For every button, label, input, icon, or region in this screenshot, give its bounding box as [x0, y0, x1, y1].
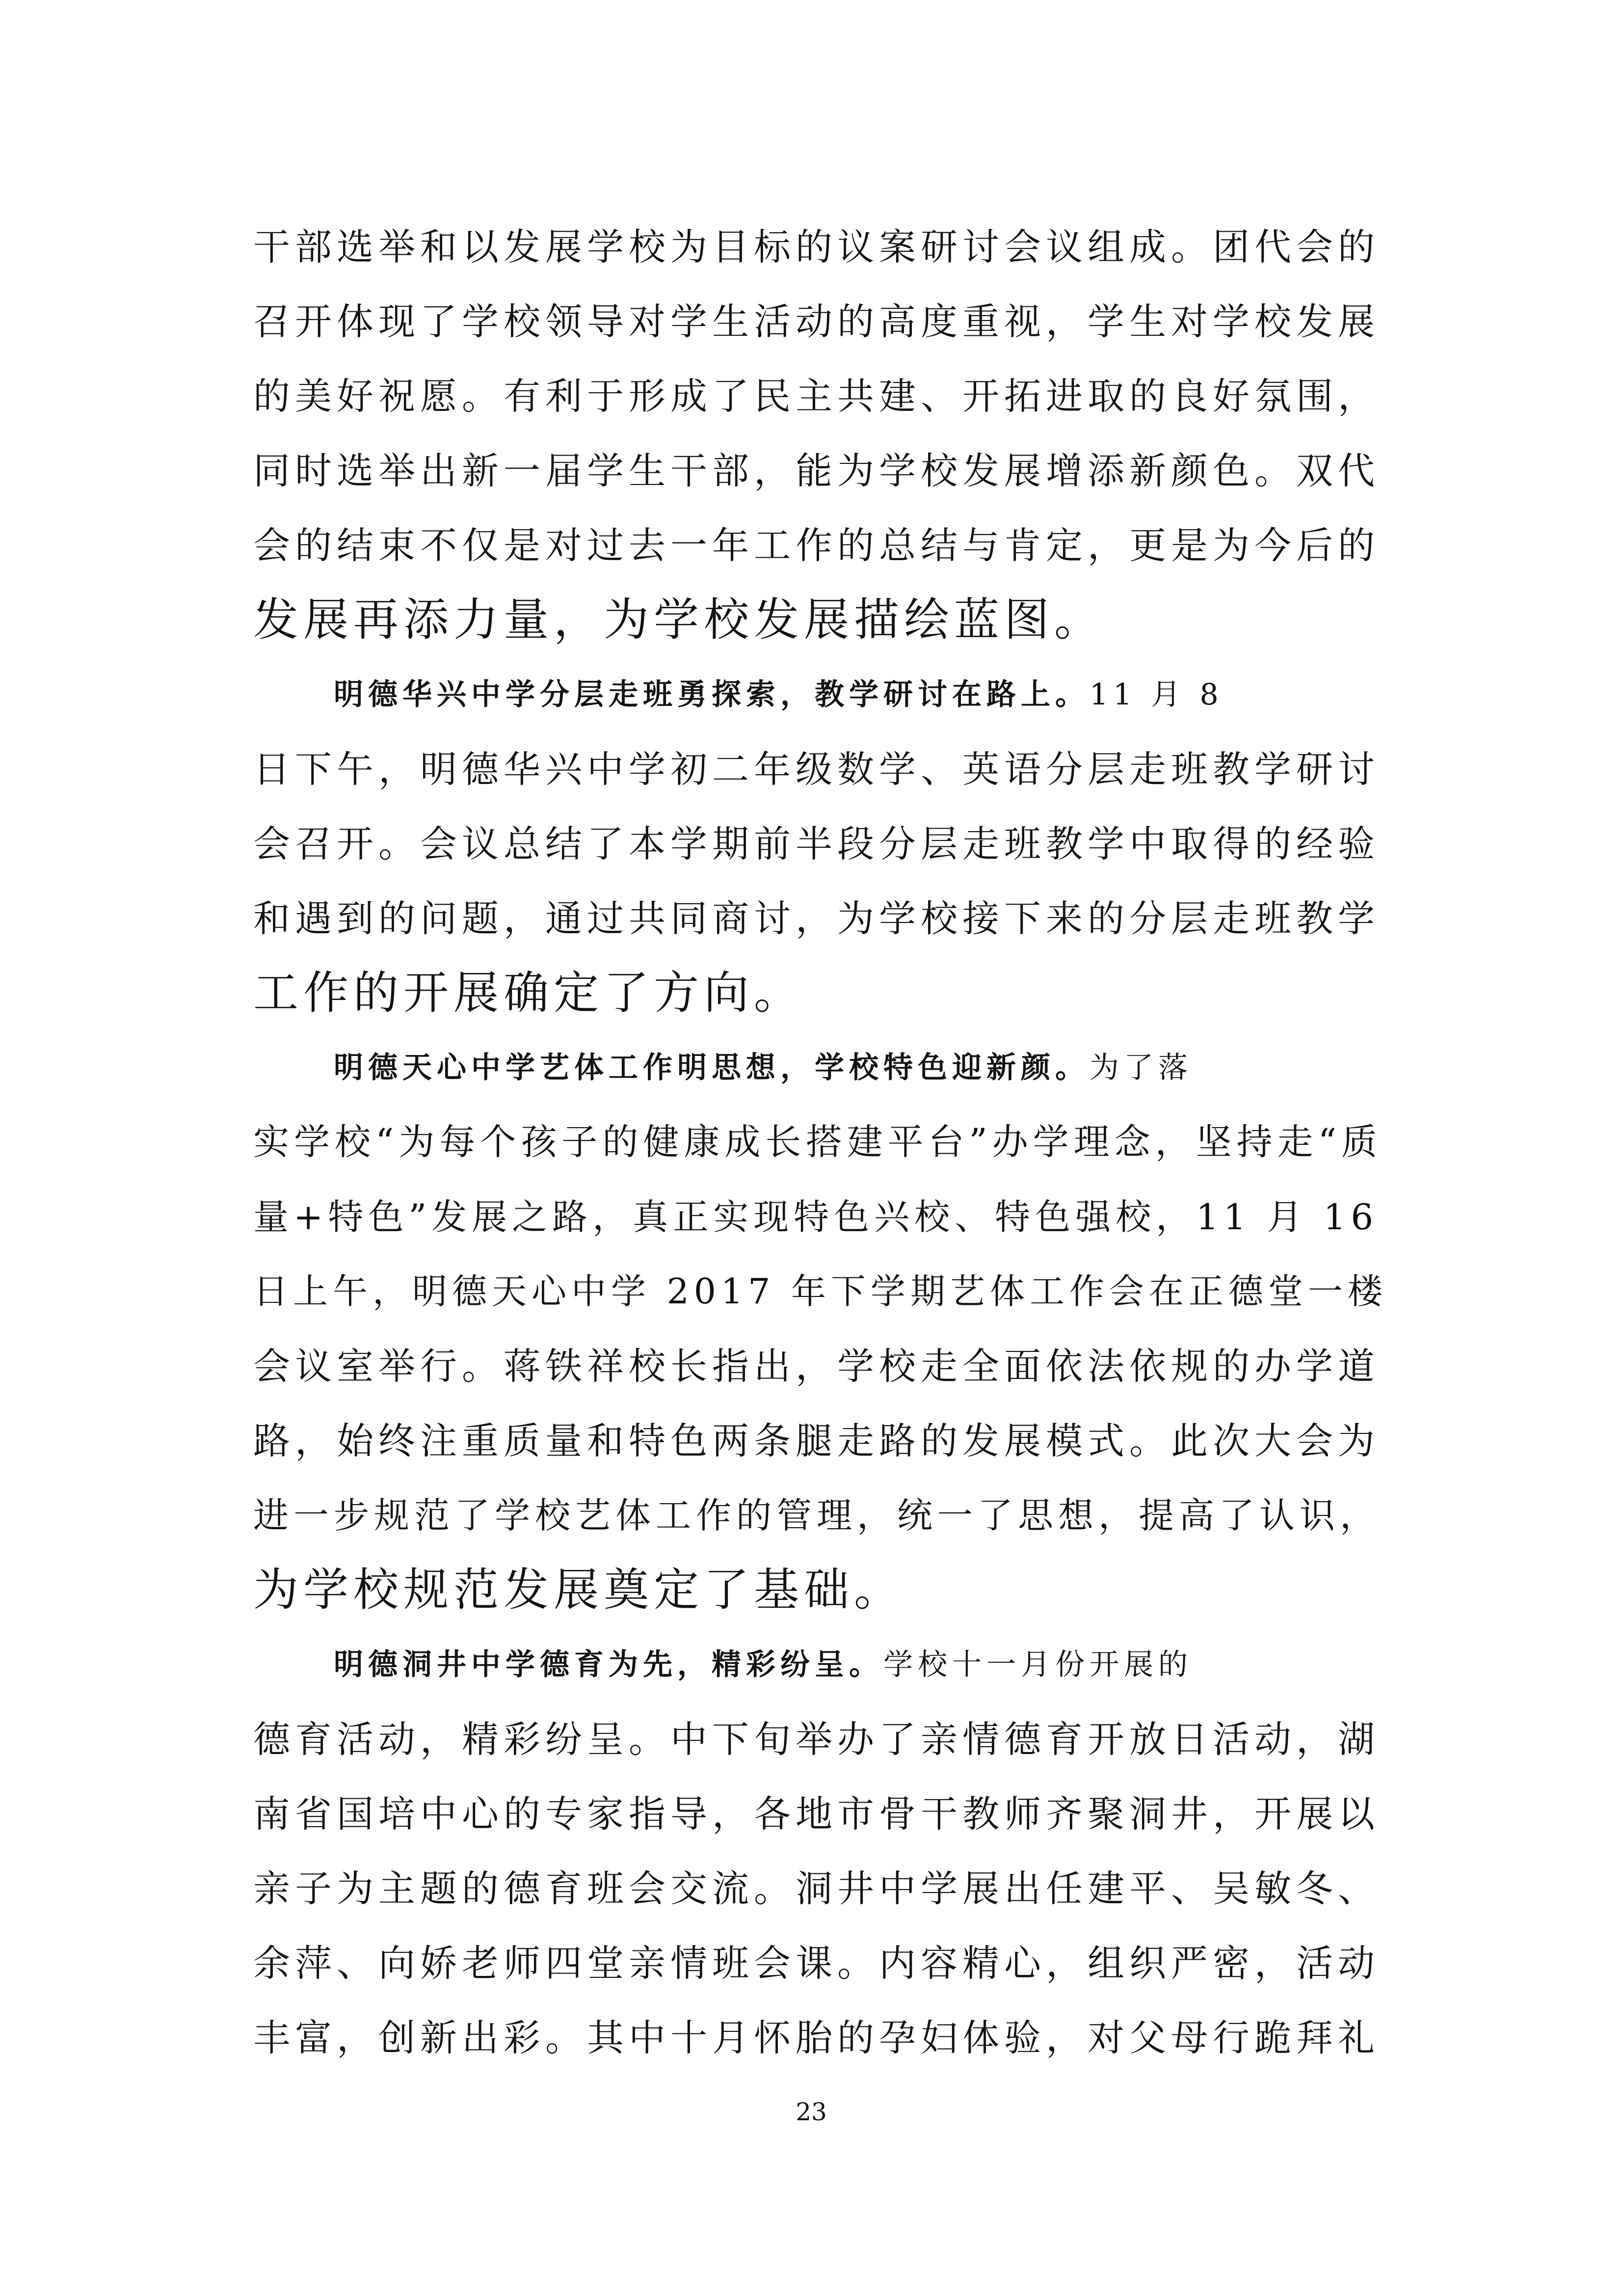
paragraph-line: 进一步规范了学校艺体工作的管理，统一了思想，提高了认识，	[253, 1495, 1381, 1536]
paragraph-line: 干部选举和以发展学校为目标的议案研讨会议组成。团代会的	[253, 225, 1380, 269]
paragraph-first-rest: 为了落	[1090, 1051, 1193, 1085]
paragraph-first-line	[334, 664, 1463, 726]
paragraph-line: 和遇到的问题，通过共同商讨，为学校接下来的分层走班教学	[253, 897, 1380, 940]
page-number: 23	[796, 2098, 827, 2126]
paragraph-line: 会的结束不仅是对过去一年工作的总结与肯定，更是为今后的	[253, 524, 1380, 567]
paragraph-line: 会召开。会议总结了本学期前半段分层走班教学中取得的经验	[253, 822, 1380, 865]
paragraph-line: 召开体现了学校领导对学生活动的高度重视，学生对学校发展	[253, 300, 1380, 343]
paragraph-line: 同时选举出新一届学生干部，能为学校发展增添新颜色。双代	[253, 449, 1380, 492]
paragraph-line: 的美好祝愿。有利于形成了民主共建、开拓进取的良好氛围，	[253, 375, 1380, 418]
paragraph-line: 为学校规范发展奠定了基础。	[253, 1564, 905, 1616]
paragraph-line: 路，始终注重质量和特色两条腿走路的发展模式。此次大会为	[253, 1419, 1380, 1462]
paragraph-line: 会议室举行。蒋铁祥校长指出，学校走全面依法依规的办学道	[253, 1345, 1380, 1388]
paragraph-line: 发展再添力量，为学校发展描绘蓝图。	[253, 594, 1105, 646]
paragraph-lead: 明德洞井中学德育为先，精彩纷呈。	[334, 1648, 883, 1682]
paragraph-line: 德育活动，精彩纷呈。中下旬举办了亲情德育开放日活动，湖	[253, 1718, 1380, 1761]
paragraph-first-line	[334, 1037, 1463, 1099]
paragraph-line: 实学校“为每个孩子的健康成长搭建平台”办学理念，坚持走“质	[253, 1121, 1382, 1163]
paragraph-line: 南省国培中心的专家指导，各地市骨干教师齐聚洞井，开展以	[253, 1792, 1380, 1836]
paragraph-line: 余萍、向娇老师四堂亲情班会课。内容精心，组织严密，活动	[253, 1942, 1380, 1985]
paragraph-line: 工作的开展确定了方向。	[253, 967, 804, 1019]
paragraph-line: 日上午，明德天心中学 2017 年下学期艺体工作会在正德堂一楼	[253, 1271, 1387, 1312]
paragraph-first-line	[334, 1634, 1463, 1696]
paragraph-first-rest: 11 月 8	[1090, 677, 1224, 712]
paragraph-lead: 明德华兴中学分层走班勇探索，教学研讨在路上。	[334, 677, 1090, 712]
paragraph-line: 日下午，明德华兴中学初二年级数学、英语分层走班教学研讨	[253, 748, 1380, 791]
paragraph-line: 丰富，创新出彩。其中十月怀胎的孕妇体验，对父母行跪拜礼	[253, 2016, 1380, 2059]
paragraph-lead: 明德天心中学艺体工作明思想，学校特色迎新颜。	[334, 1051, 1090, 1085]
paragraph-first-rest: 学校十一月份开展的	[883, 1648, 1193, 1682]
paragraph-line: 量+特色”发展之路，真正实现特色兴校、特色强校，11 月 16	[253, 1196, 1379, 1238]
paragraph-line: 亲子为主题的德育班会交流。洞井中学展出任建平、吴敏冬、	[253, 1867, 1380, 1910]
